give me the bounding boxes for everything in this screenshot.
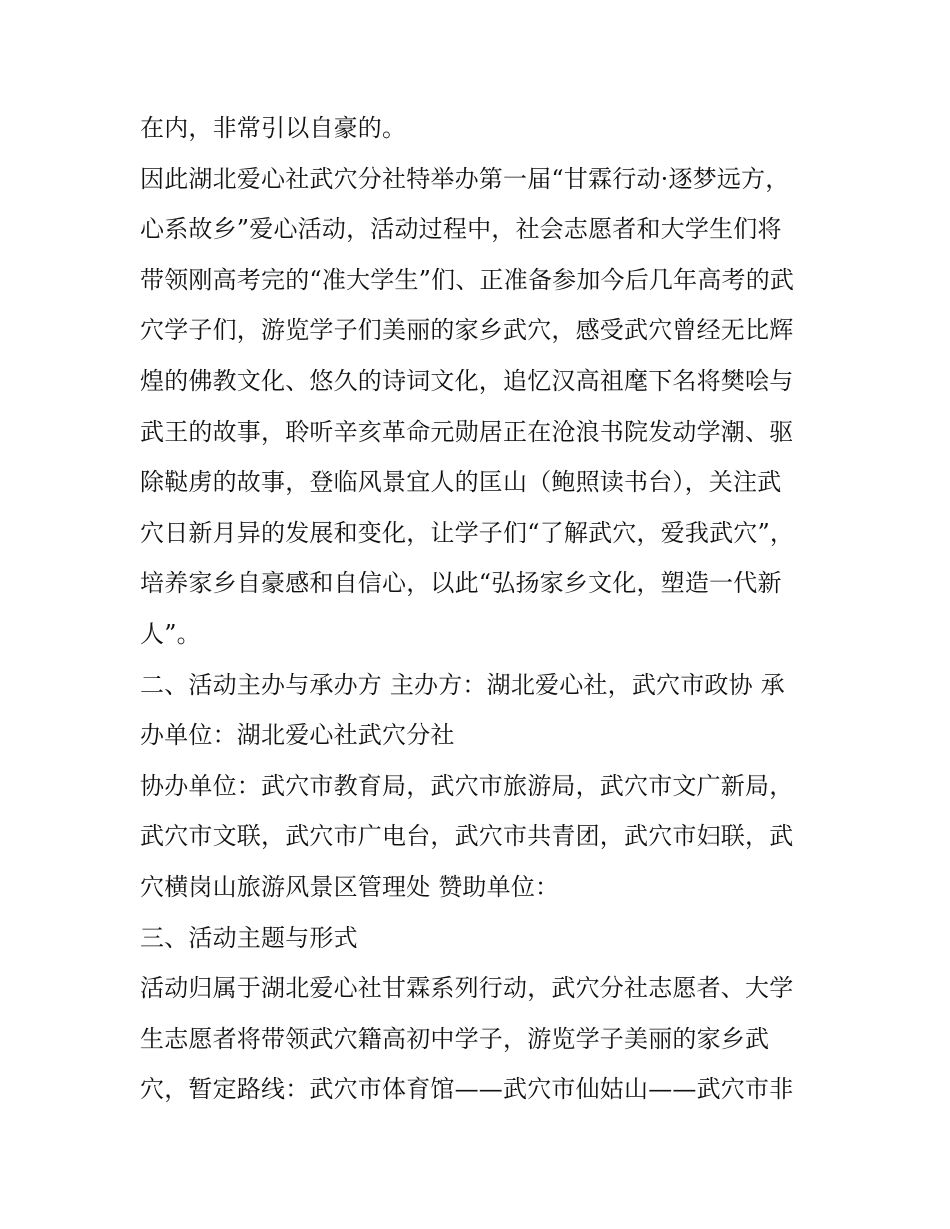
text-line: 生志愿者将带领武穴籍高初中学子，游览学子美丽的家乡武: [140, 1024, 770, 1053]
text-line: 带领刚高考完的“准大学生”们、正准备参加今后几年高考的武: [140, 265, 795, 294]
text-line: 因此湖北爱心社武穴分社特举办第一届“甘霖行动·逐梦远方，: [140, 164, 790, 193]
text-line: 穴日新月异的发展和变化，让学子们“了解武穴，爱我武穴”，: [140, 518, 795, 547]
document-body: [140, 103, 820, 1115]
section-heading-theme: 三、活动主题与形式: [140, 923, 358, 952]
text-line: 在内，非常引以自豪的。: [140, 114, 407, 142]
text-line: 人”。: [140, 619, 201, 648]
section-heading-organizers: 二、活动主办与承办方 主办方：湖北爱心社，武穴市政协 承: [140, 670, 785, 699]
text-line: 心系故乡”爱心活动，活动过程中，社会志愿者和大学生们将: [140, 215, 782, 244]
text-line: 培养家乡自豪感和自信心，以此“弘扬家乡文化，塑造一代新: [140, 569, 782, 598]
text-line: 穴学子们，游览学子们美丽的家乡武穴，感受武穴曾经无比辉: [140, 316, 794, 345]
text-line: 煌的佛教文化、悠久的诗词文化，追忆汉高祖麾下名将樊哙与: [140, 366, 794, 395]
text-line: 穴，暂定路线：武穴市体育馆——武穴市仙姑山——武穴市非: [140, 1075, 794, 1104]
text-line: 协办单位：武穴市教育局，武穴市旅游局，武穴市文广新局，: [140, 771, 794, 800]
text-line: 办单位：湖北爱心社武穴分社: [140, 721, 455, 750]
text-line: 武穴市文联，武穴市广电台，武穴市共青团，武穴市妇联，武: [140, 822, 794, 851]
text-line: 活动归属于湖北爱心社甘霖系列行动，武穴分社志愿者、大学: [140, 974, 794, 1003]
text-line: 除鞑虏的故事，登临风景宜人的匡山（鲍照读书台），关注武: [140, 468, 782, 497]
text-line: 武王的故事，聆听辛亥革命元勋居正在沧浪书院发动学潮、驱: [140, 417, 794, 446]
text-line: 穴横岗山旅游风景区管理处 赞助单位：: [140, 872, 560, 901]
